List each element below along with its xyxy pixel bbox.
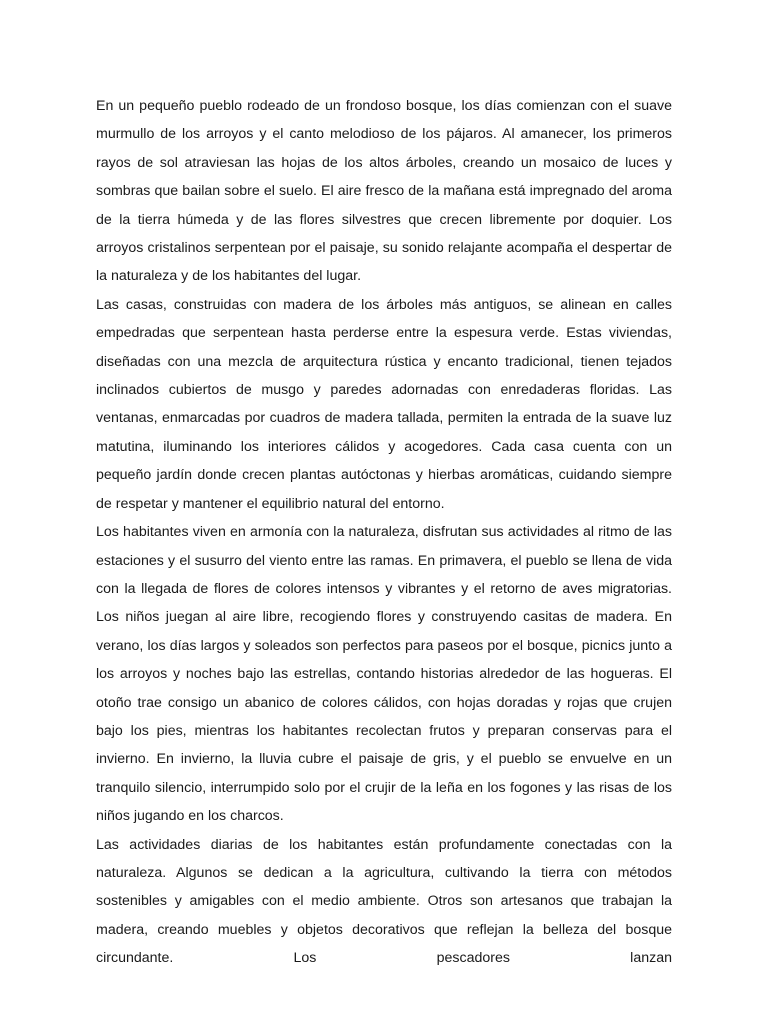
- paragraph-daily-activities: Las actividades diarias de los habitantes están profundamente conectadas con la naturaleza. Algunos se dedican a la agricultura, cultivando la tierra con métodos sostenibles y amigables con el medio ambiente. Otros son artesanos que trabajan la madera, creando muebles y objetos decorativos que reflejan la belleza del bosque circundante. Los pescadores lanzan: [96, 836, 672, 967]
- document-page: [96, 92, 672, 973]
- paragraph-morning: En un pequeño pueblo rodeado de un frondoso bosque, los días comienzan con el suave murmullo de los arroyos y el canto melodioso de los pájaros. Al amanecer, los primeros rayos de sol atraviesan las hojas de los altos árboles, creando un mosaico de luces y sombras que bailan sobre el suelo. El aire fresco de la mañana está impregnado del aroma de la tierra húmeda y de las flores silvestres que crecen libremente por doquier. Los arroyos cristalinos serpentean por el paisaje, su sonido relajante acompaña el despertar de la naturaleza y de los habitantes del lugar.: [96, 98, 672, 285]
- paragraph-houses: Las casas, construidas con madera de los árboles más antiguos, se alinean en calles empedradas que serpentean hasta perderse entre la espesura verde. Estas viviendas, diseñadas con una mezcla de arquitectura rústica y encanto tradicional, tienen tejados inclinados cubiertos de musgo y paredes adornadas con enredaderas floridas. Las ventanas, enmarcadas por cuadros de madera tallada, permiten la entrada de la suave luz matutina, iluminando los interiores cálidos y acogedores. Cada casa cuenta con un pequeño jardín donde crecen plantas autóctonas y hierbas aromáticas, cuidando siempre de respetar y mantener el equilibrio natural del entorno.: [96, 296, 672, 512]
- paragraph-seasons: Los habitantes viven en armonía con la naturaleza, disfrutan sus actividades al ritmo de las estaciones y el susurro del viento entre las ramas. En primavera, el pueblo se llena de vida con la llegada de flores de colores intensos y vibrantes y el retorno de aves migratorias. Los niños juegan al aire libre, recogiendo flores y construyendo casitas de madera. En verano, los días largos y soleados son perfectos para paseos por el bosque, picnics junto a los arroyos y noches bajo las estrellas, contando historias alrededor de las hogueras. El otoño trae consigo un abanico de colores cálidos, con hojas doradas y rojas que crujen bajo los pies, mientras los habitantes recolectan frutos y preparan conservas para el invierno. En invierno, la lluvia cubre el paisaje de gris, y el pueblo se envuelve en un tranquilo silencio, interrumpido solo por el crujir de la leña en los fogones y las risas de los niños jugando en los charcos.: [96, 524, 672, 825]
